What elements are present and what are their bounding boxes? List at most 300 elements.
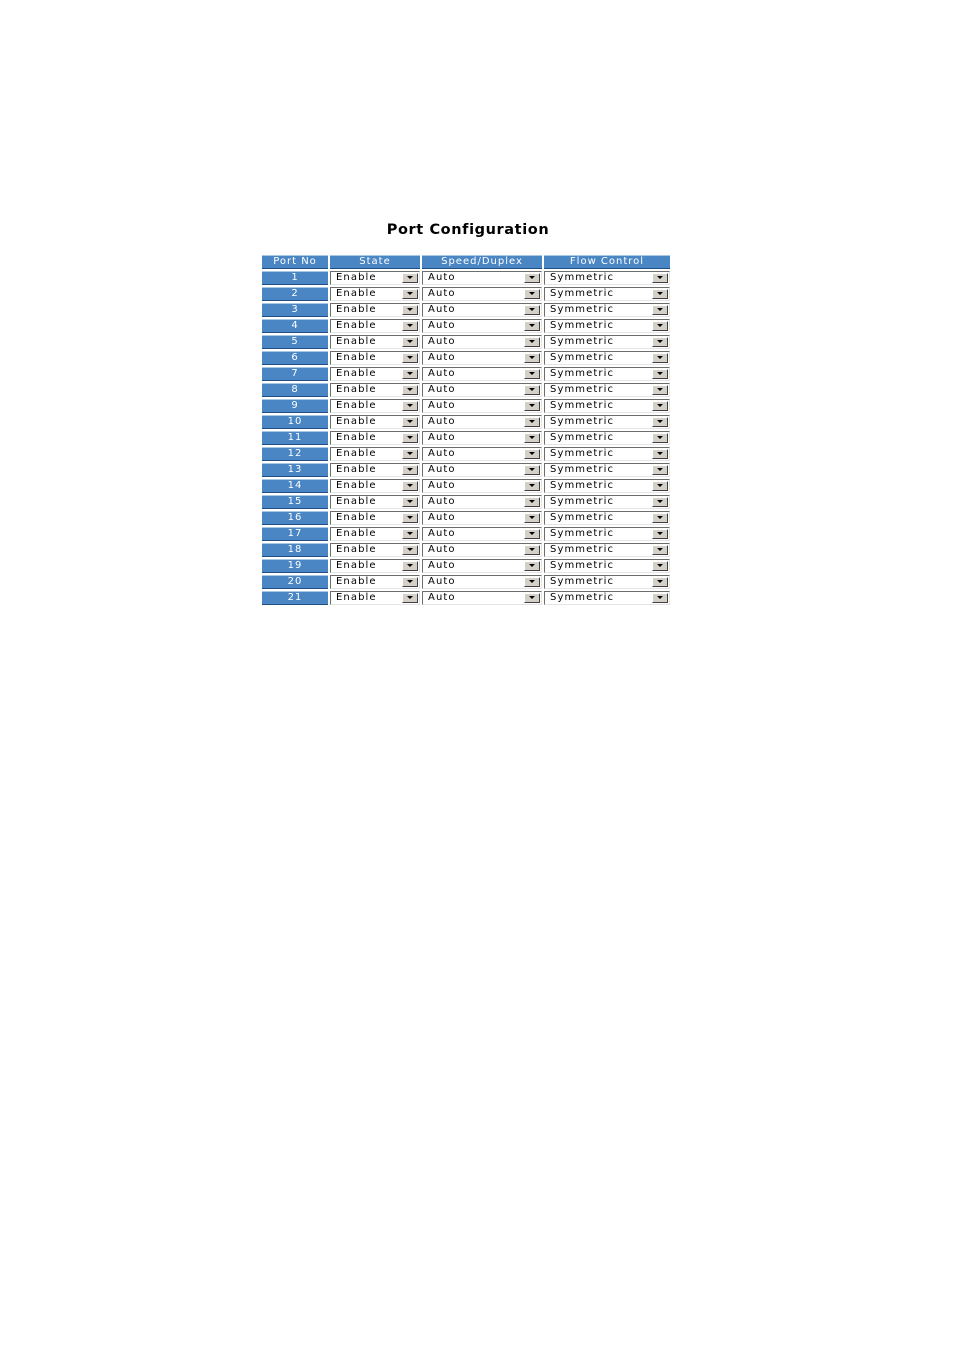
flow-cell bbox=[544, 495, 670, 509]
speed-duplex-select-value: Auto bbox=[428, 352, 456, 363]
chevron-down-icon[interactable] bbox=[652, 529, 668, 539]
state-select[interactable] bbox=[330, 367, 420, 381]
port-number: 2 bbox=[262, 287, 328, 301]
chevron-down-icon[interactable] bbox=[524, 497, 540, 507]
state-select[interactable] bbox=[330, 303, 420, 317]
table-row bbox=[262, 543, 670, 557]
speed-duplex-select[interactable] bbox=[422, 495, 542, 509]
flow-control-select-value: Symmetric bbox=[550, 496, 615, 507]
flow-cell bbox=[544, 399, 670, 413]
state-select[interactable] bbox=[330, 543, 420, 557]
speed-duplex-select[interactable] bbox=[422, 447, 542, 461]
chevron-down-icon[interactable] bbox=[652, 513, 668, 523]
table-row bbox=[262, 495, 670, 509]
chevron-down-icon[interactable] bbox=[652, 561, 668, 571]
table-row bbox=[262, 351, 670, 365]
table-row bbox=[262, 415, 670, 429]
speed-duplex-select[interactable] bbox=[422, 287, 542, 301]
port-number: 5 bbox=[262, 335, 328, 349]
flow-control-select[interactable] bbox=[544, 383, 670, 397]
state-select-value: Enable bbox=[336, 592, 377, 603]
speed-duplex-select-value: Auto bbox=[428, 384, 456, 395]
chevron-down-icon[interactable] bbox=[402, 497, 418, 507]
port-number: 21 bbox=[262, 591, 328, 605]
state-cell bbox=[330, 479, 420, 493]
chevron-down-icon[interactable] bbox=[524, 577, 540, 587]
speed-duplex-select-value: Auto bbox=[428, 560, 456, 571]
flow-control-select[interactable] bbox=[544, 431, 670, 445]
state-select[interactable] bbox=[330, 527, 420, 541]
speed-cell bbox=[422, 303, 542, 317]
speed-duplex-select[interactable] bbox=[422, 383, 542, 397]
flow-cell bbox=[544, 479, 670, 493]
state-select[interactable] bbox=[330, 479, 420, 493]
flow-control-select-value: Symmetric bbox=[550, 416, 615, 427]
speed-cell bbox=[422, 559, 542, 573]
speed-cell bbox=[422, 543, 542, 557]
speed-duplex-select[interactable] bbox=[422, 399, 542, 413]
chevron-down-icon[interactable] bbox=[402, 289, 418, 299]
flow-control-select-value: Symmetric bbox=[550, 304, 615, 315]
chevron-down-icon[interactable] bbox=[652, 465, 668, 475]
chevron-down-icon[interactable] bbox=[652, 401, 668, 411]
state-select-value: Enable bbox=[336, 352, 377, 363]
table-row bbox=[262, 399, 670, 413]
state-select-value: Enable bbox=[336, 560, 377, 571]
state-cell bbox=[330, 271, 420, 285]
flow-cell bbox=[544, 319, 670, 333]
speed-duplex-select-value: Auto bbox=[428, 368, 456, 379]
state-select-value: Enable bbox=[336, 272, 377, 283]
chevron-down-icon[interactable] bbox=[652, 577, 668, 587]
port-number: 8 bbox=[262, 383, 328, 397]
speed-cell bbox=[422, 431, 542, 445]
state-select-value: Enable bbox=[336, 304, 377, 315]
port-number: 9 bbox=[262, 399, 328, 413]
speed-cell bbox=[422, 271, 542, 285]
chevron-down-icon[interactable] bbox=[652, 321, 668, 331]
header-flow-control: Flow Control bbox=[544, 255, 670, 269]
speed-duplex-select-value: Auto bbox=[428, 304, 456, 315]
speed-duplex-select-value: Auto bbox=[428, 400, 456, 411]
chevron-down-icon[interactable] bbox=[524, 481, 540, 491]
chevron-down-icon[interactable] bbox=[402, 353, 418, 363]
speed-cell bbox=[422, 399, 542, 413]
state-select-value: Enable bbox=[336, 480, 377, 491]
speed-duplex-select[interactable] bbox=[422, 511, 542, 525]
state-select-value: Enable bbox=[336, 400, 377, 411]
state-cell bbox=[330, 463, 420, 477]
state-cell bbox=[330, 447, 420, 461]
flow-cell bbox=[544, 463, 670, 477]
speed-duplex-select[interactable] bbox=[422, 431, 542, 445]
chevron-down-icon[interactable] bbox=[652, 417, 668, 427]
table-row bbox=[262, 591, 670, 605]
speed-duplex-select-value: Auto bbox=[428, 528, 456, 539]
chevron-down-icon[interactable] bbox=[524, 449, 540, 459]
state-select-value: Enable bbox=[336, 512, 377, 523]
speed-cell bbox=[422, 527, 542, 541]
state-select[interactable] bbox=[330, 415, 420, 429]
state-select-value: Enable bbox=[336, 432, 377, 443]
port-number: 13 bbox=[262, 463, 328, 477]
chevron-down-icon[interactable] bbox=[402, 561, 418, 571]
speed-duplex-select[interactable] bbox=[422, 591, 542, 605]
flow-cell bbox=[544, 287, 670, 301]
state-select-value: Enable bbox=[336, 448, 377, 459]
state-select[interactable] bbox=[330, 591, 420, 605]
state-select[interactable] bbox=[330, 335, 420, 349]
chevron-down-icon[interactable] bbox=[402, 417, 418, 427]
flow-cell bbox=[544, 383, 670, 397]
flow-control-select[interactable] bbox=[544, 559, 670, 573]
state-select-value: Enable bbox=[336, 576, 377, 587]
speed-cell bbox=[422, 479, 542, 493]
chevron-down-icon[interactable] bbox=[652, 497, 668, 507]
speed-cell bbox=[422, 591, 542, 605]
table-row bbox=[262, 463, 670, 477]
state-cell bbox=[330, 575, 420, 589]
state-select[interactable] bbox=[330, 287, 420, 301]
speed-duplex-select[interactable] bbox=[422, 559, 542, 573]
port-number: 11 bbox=[262, 431, 328, 445]
flow-cell bbox=[544, 559, 670, 573]
table-row bbox=[262, 335, 670, 349]
table-row bbox=[262, 447, 670, 461]
flow-control-select[interactable] bbox=[544, 271, 670, 285]
speed-duplex-select[interactable] bbox=[422, 319, 542, 333]
chevron-down-icon[interactable] bbox=[524, 417, 540, 427]
header-state: State bbox=[330, 255, 420, 269]
chevron-down-icon[interactable] bbox=[524, 273, 540, 283]
state-select[interactable] bbox=[330, 271, 420, 285]
speed-duplex-select-value: Auto bbox=[428, 448, 456, 459]
table-row bbox=[262, 431, 670, 445]
flow-control-select[interactable] bbox=[544, 591, 670, 605]
speed-cell bbox=[422, 319, 542, 333]
table-row bbox=[262, 271, 670, 285]
flow-control-select-value: Symmetric bbox=[550, 288, 615, 299]
port-number: 15 bbox=[262, 495, 328, 509]
state-cell bbox=[330, 495, 420, 509]
flow-cell bbox=[544, 351, 670, 365]
speed-cell bbox=[422, 287, 542, 301]
flow-cell bbox=[544, 511, 670, 525]
chevron-down-icon[interactable] bbox=[652, 593, 668, 603]
table-row bbox=[262, 287, 670, 301]
flow-control-select-value: Symmetric bbox=[550, 544, 615, 555]
flow-cell bbox=[544, 543, 670, 557]
flow-control-select[interactable] bbox=[544, 479, 670, 493]
flow-control-select-value: Symmetric bbox=[550, 432, 615, 443]
speed-duplex-select-value: Auto bbox=[428, 544, 456, 555]
port-number: 18 bbox=[262, 543, 328, 557]
speed-cell bbox=[422, 495, 542, 509]
speed-duplex-select-value: Auto bbox=[428, 496, 456, 507]
table-row bbox=[262, 303, 670, 317]
speed-duplex-select[interactable] bbox=[422, 463, 542, 477]
table-row bbox=[262, 575, 670, 589]
flow-control-select[interactable] bbox=[544, 351, 670, 365]
state-cell bbox=[330, 287, 420, 301]
chevron-down-icon[interactable] bbox=[402, 577, 418, 587]
flow-control-select[interactable] bbox=[544, 319, 670, 333]
port-number: 17 bbox=[262, 527, 328, 541]
speed-duplex-select[interactable] bbox=[422, 575, 542, 589]
port-number: 4 bbox=[262, 319, 328, 333]
chevron-down-icon[interactable] bbox=[524, 401, 540, 411]
speed-duplex-select-value: Auto bbox=[428, 512, 456, 523]
flow-control-select[interactable] bbox=[544, 543, 670, 557]
state-cell bbox=[330, 303, 420, 317]
state-select-value: Enable bbox=[336, 416, 377, 427]
flow-control-select-value: Symmetric bbox=[550, 368, 615, 379]
speed-cell bbox=[422, 463, 542, 477]
speed-cell bbox=[422, 415, 542, 429]
chevron-down-icon[interactable] bbox=[524, 529, 540, 539]
speed-duplex-select[interactable] bbox=[422, 367, 542, 381]
speed-duplex-select[interactable] bbox=[422, 479, 542, 493]
flow-control-select[interactable] bbox=[544, 303, 670, 317]
chevron-down-icon[interactable] bbox=[524, 561, 540, 571]
chevron-down-icon[interactable] bbox=[524, 305, 540, 315]
flow-control-select-value: Symmetric bbox=[550, 512, 615, 523]
state-select[interactable] bbox=[330, 399, 420, 413]
chevron-down-icon[interactable] bbox=[652, 337, 668, 347]
port-number: 6 bbox=[262, 351, 328, 365]
flow-control-select-value: Symmetric bbox=[550, 464, 615, 475]
flow-control-select-value: Symmetric bbox=[550, 560, 615, 571]
flow-control-select-value: Symmetric bbox=[550, 272, 615, 283]
flow-control-select[interactable] bbox=[544, 511, 670, 525]
speed-duplex-select[interactable] bbox=[422, 335, 542, 349]
table-row bbox=[262, 479, 670, 493]
flow-control-select[interactable] bbox=[544, 415, 670, 429]
flow-control-select[interactable] bbox=[544, 367, 670, 381]
table-row bbox=[262, 511, 670, 525]
chevron-down-icon[interactable] bbox=[402, 513, 418, 523]
speed-duplex-select[interactable] bbox=[422, 415, 542, 429]
chevron-down-icon[interactable] bbox=[402, 449, 418, 459]
chevron-down-icon[interactable] bbox=[402, 337, 418, 347]
state-select[interactable] bbox=[330, 463, 420, 477]
flow-cell bbox=[544, 415, 670, 429]
flow-control-select-value: Symmetric bbox=[550, 352, 615, 363]
port-config-table bbox=[260, 253, 672, 607]
speed-cell bbox=[422, 351, 542, 365]
header-speed-duplex: Speed/Duplex bbox=[422, 255, 542, 269]
flow-cell bbox=[544, 431, 670, 445]
speed-duplex-select[interactable] bbox=[422, 351, 542, 365]
speed-duplex-select-value: Auto bbox=[428, 320, 456, 331]
state-select[interactable] bbox=[330, 511, 420, 525]
state-select-value: Enable bbox=[336, 288, 377, 299]
chevron-down-icon[interactable] bbox=[402, 433, 418, 443]
flow-control-select-value: Symmetric bbox=[550, 592, 615, 603]
chevron-down-icon[interactable] bbox=[524, 369, 540, 379]
table-row bbox=[262, 367, 670, 381]
flow-control-select[interactable] bbox=[544, 447, 670, 461]
chevron-down-icon[interactable] bbox=[402, 321, 418, 331]
flow-control-select-value: Symmetric bbox=[550, 576, 615, 587]
state-select[interactable] bbox=[330, 383, 420, 397]
speed-duplex-select-value: Auto bbox=[428, 592, 456, 603]
speed-duplex-select[interactable] bbox=[422, 543, 542, 557]
chevron-down-icon[interactable] bbox=[652, 481, 668, 491]
flow-cell bbox=[544, 271, 670, 285]
table-row bbox=[262, 383, 670, 397]
port-number: 20 bbox=[262, 575, 328, 589]
chevron-down-icon[interactable] bbox=[652, 289, 668, 299]
flow-control-select[interactable] bbox=[544, 399, 670, 413]
page-title: Port Configuration bbox=[386, 222, 550, 238]
table-row bbox=[262, 527, 670, 541]
state-cell bbox=[330, 351, 420, 365]
speed-cell bbox=[422, 367, 542, 381]
flow-control-select-value: Symmetric bbox=[550, 320, 615, 331]
speed-cell bbox=[422, 335, 542, 349]
state-select-value: Enable bbox=[336, 320, 377, 331]
state-cell bbox=[330, 431, 420, 445]
flow-cell bbox=[544, 447, 670, 461]
chevron-down-icon[interactable] bbox=[402, 545, 418, 555]
port-number: 16 bbox=[262, 511, 328, 525]
flow-control-select-value: Symmetric bbox=[550, 480, 615, 491]
chevron-down-icon[interactable] bbox=[402, 369, 418, 379]
chevron-down-icon[interactable] bbox=[524, 337, 540, 347]
speed-duplex-select-value: Auto bbox=[428, 272, 456, 283]
flow-control-select[interactable] bbox=[544, 287, 670, 301]
port-number: 19 bbox=[262, 559, 328, 573]
speed-cell bbox=[422, 511, 542, 525]
chevron-down-icon[interactable] bbox=[652, 545, 668, 555]
port-number: 14 bbox=[262, 479, 328, 493]
chevron-down-icon[interactable] bbox=[524, 545, 540, 555]
flow-control-select[interactable] bbox=[544, 495, 670, 509]
chevron-down-icon[interactable] bbox=[652, 305, 668, 315]
flow-control-select-value: Symmetric bbox=[550, 384, 615, 395]
table-body bbox=[262, 271, 670, 605]
flow-control-select[interactable] bbox=[544, 335, 670, 349]
speed-cell bbox=[422, 383, 542, 397]
chevron-down-icon[interactable] bbox=[524, 289, 540, 299]
state-select[interactable] bbox=[330, 559, 420, 573]
flow-cell bbox=[544, 575, 670, 589]
chevron-down-icon[interactable] bbox=[524, 465, 540, 475]
flow-control-select-value: Symmetric bbox=[550, 400, 615, 411]
chevron-down-icon[interactable] bbox=[524, 321, 540, 331]
flow-control-select[interactable] bbox=[544, 463, 670, 477]
port-number: 1 bbox=[262, 271, 328, 285]
flow-cell bbox=[544, 367, 670, 381]
chevron-down-icon[interactable] bbox=[402, 305, 418, 315]
chevron-down-icon[interactable] bbox=[402, 401, 418, 411]
state-cell bbox=[330, 335, 420, 349]
state-select-value: Enable bbox=[336, 496, 377, 507]
port-number: 3 bbox=[262, 303, 328, 317]
flow-control-select-value: Symmetric bbox=[550, 528, 615, 539]
chevron-down-icon[interactable] bbox=[652, 433, 668, 443]
state-select-value: Enable bbox=[336, 464, 377, 475]
chevron-down-icon[interactable] bbox=[402, 465, 418, 475]
flow-control-select[interactable] bbox=[544, 527, 670, 541]
chevron-down-icon[interactable] bbox=[652, 385, 668, 395]
chevron-down-icon[interactable] bbox=[652, 369, 668, 379]
state-select[interactable] bbox=[330, 319, 420, 333]
table-header-row bbox=[262, 255, 670, 269]
chevron-down-icon[interactable] bbox=[524, 513, 540, 523]
state-cell bbox=[330, 559, 420, 573]
speed-cell bbox=[422, 575, 542, 589]
state-cell bbox=[330, 511, 420, 525]
chevron-down-icon[interactable] bbox=[402, 593, 418, 603]
state-cell bbox=[330, 319, 420, 333]
chevron-down-icon[interactable] bbox=[652, 273, 668, 283]
state-select[interactable] bbox=[330, 575, 420, 589]
table-row bbox=[262, 559, 670, 573]
speed-duplex-select[interactable] bbox=[422, 271, 542, 285]
header-port-no: Port No bbox=[262, 255, 328, 269]
state-cell bbox=[330, 415, 420, 429]
speed-duplex-select-value: Auto bbox=[428, 464, 456, 475]
state-select[interactable] bbox=[330, 447, 420, 461]
port-number: 12 bbox=[262, 447, 328, 461]
port-number: 7 bbox=[262, 367, 328, 381]
chevron-down-icon[interactable] bbox=[524, 593, 540, 603]
state-cell bbox=[330, 527, 420, 541]
chevron-down-icon[interactable] bbox=[402, 481, 418, 491]
chevron-down-icon[interactable] bbox=[402, 385, 418, 395]
flow-control-select-value: Symmetric bbox=[550, 448, 615, 459]
flow-cell bbox=[544, 527, 670, 541]
flow-cell bbox=[544, 591, 670, 605]
speed-duplex-select-value: Auto bbox=[428, 432, 456, 443]
chevron-down-icon[interactable] bbox=[524, 353, 540, 363]
state-cell bbox=[330, 543, 420, 557]
port-number: 10 bbox=[262, 415, 328, 429]
chevron-down-icon[interactable] bbox=[402, 529, 418, 539]
state-cell bbox=[330, 399, 420, 413]
chevron-down-icon[interactable] bbox=[524, 433, 540, 443]
state-select-value: Enable bbox=[336, 544, 377, 555]
flow-cell bbox=[544, 335, 670, 349]
chevron-down-icon[interactable] bbox=[524, 385, 540, 395]
state-select[interactable] bbox=[330, 495, 420, 509]
speed-duplex-select-value: Auto bbox=[428, 576, 456, 587]
state-select[interactable] bbox=[330, 351, 420, 365]
flow-control-select-value: Symmetric bbox=[550, 336, 615, 347]
state-cell bbox=[330, 591, 420, 605]
state-select[interactable] bbox=[330, 431, 420, 445]
flow-control-select[interactable] bbox=[544, 575, 670, 589]
state-cell bbox=[330, 383, 420, 397]
speed-duplex-select-value: Auto bbox=[428, 480, 456, 491]
state-select-value: Enable bbox=[336, 384, 377, 395]
state-select-value: Enable bbox=[336, 368, 377, 379]
speed-duplex-select-value: Auto bbox=[428, 336, 456, 347]
flow-cell bbox=[544, 303, 670, 317]
table-row bbox=[262, 319, 670, 333]
chevron-down-icon[interactable] bbox=[652, 353, 668, 363]
chevron-down-icon[interactable] bbox=[402, 273, 418, 283]
state-cell bbox=[330, 367, 420, 381]
speed-duplex-select[interactable] bbox=[422, 527, 542, 541]
speed-duplex-select-value: Auto bbox=[428, 416, 456, 427]
chevron-down-icon[interactable] bbox=[652, 449, 668, 459]
speed-duplex-select[interactable] bbox=[422, 303, 542, 317]
state-select-value: Enable bbox=[336, 528, 377, 539]
speed-duplex-select-value: Auto bbox=[428, 288, 456, 299]
